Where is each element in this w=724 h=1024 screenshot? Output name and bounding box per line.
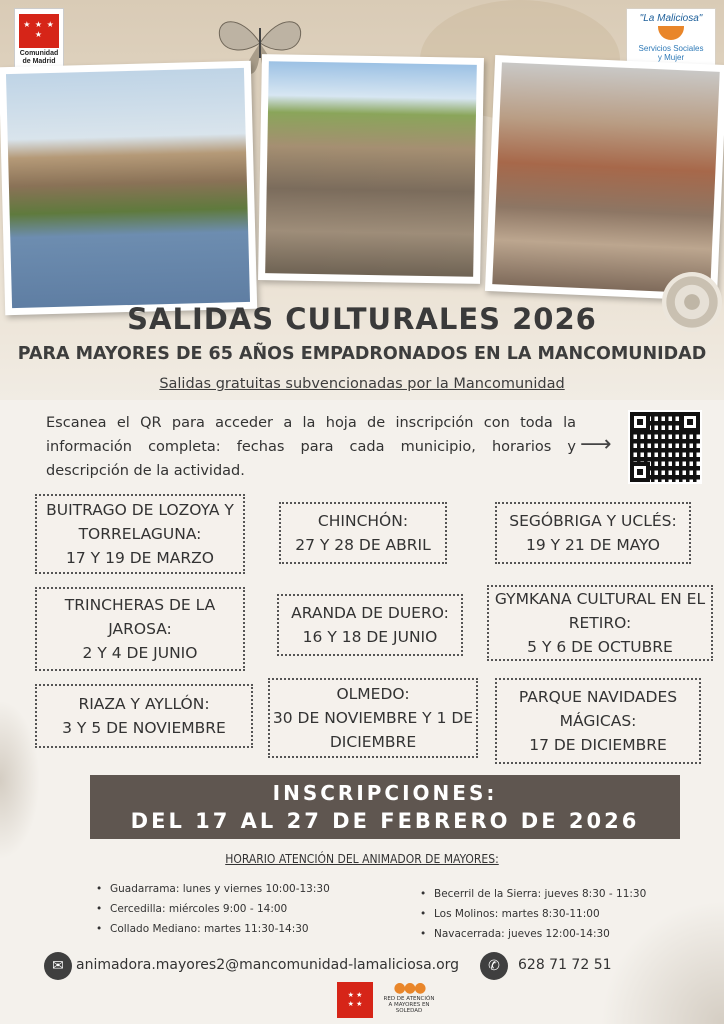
red-atencion-logo — [377, 980, 441, 1020]
trip-card — [495, 502, 691, 564]
schedule-item: • Cercedilla: miércoles 9:00 - 14:00 — [96, 899, 330, 919]
leaf-decoration — [0, 700, 40, 860]
people-icon: ●●● — [393, 980, 425, 996]
schedule-item: • Becerril de la Sierra: jueves 8:30 - 11:30 — [420, 884, 646, 904]
logo-right-sub: Servicios Sociales y Mujer — [638, 44, 704, 62]
trip-dates: 16 Y 18 DE JUNIO — [302, 628, 438, 646]
trip-place: SEGÓBRIGA Y UCLÉS: — [509, 512, 677, 530]
trip-card — [35, 587, 245, 671]
trip-dates: 27 Y 28 DE ABRIL — [295, 536, 431, 554]
page-subtitle: PARA MAYORES DE 65 AÑOS EMPADRONADOS EN LA MANCOMUNIDAD — [17, 344, 707, 364]
qr-code[interactable] — [628, 410, 702, 484]
trip-card — [495, 678, 701, 764]
logo-stars: ★ ★ ★ ★ — [23, 20, 55, 39]
trip-place: TRINCHERAS DE LA JAROSA: — [64, 596, 216, 638]
trip-dates: 19 Y 21 DE MAYO — [526, 536, 660, 554]
page-title: SALIDAS CULTURALES 2026 — [127, 302, 597, 336]
trip-card — [35, 684, 253, 748]
trip-card — [268, 678, 478, 758]
envelope-icon: ✉ — [44, 952, 72, 980]
phone-link[interactable]: 628 71 72 51 — [518, 957, 612, 973]
mountain-icon — [658, 26, 684, 40]
photo-chinchon — [485, 55, 724, 301]
inscripciones-banner — [90, 775, 680, 839]
trip-dates: 17 Y 19 DE MARZO — [66, 549, 214, 567]
qr-instructions: Escanea el QR para acceder a la hoja de inscripción con toda la información completa: fechas para cada municipio, horarios y descripción de la actividad. — [46, 415, 576, 479]
qr-corner — [630, 412, 650, 432]
qr-corner — [630, 462, 650, 482]
inscripciones-label: INSCRIPCIONES: — [272, 781, 498, 805]
qr-corner — [680, 412, 700, 432]
trip-place: ARANDA DE DUERO: — [291, 604, 449, 622]
horario-title: HORARIO ATENCIÓN DEL ANIMADOR DE MAYORES: — [225, 852, 499, 866]
free-note: Salidas gratuitas subvencionadas por la Mancomunidad — [159, 376, 565, 392]
trip-dates: 2 Y 4 DE JUNIO — [82, 644, 198, 662]
red-atencion-text: RED DE ATENCIÓN A MAYORES EN SOLEDAD — [383, 996, 435, 1014]
trip-place: RIAZA Y AYLLÓN: — [78, 695, 210, 713]
inscripciones-dates: DEL 17 AL 27 DE FEBRERO DE 2026 — [130, 809, 640, 833]
photo-buitrago — [0, 61, 257, 316]
photo-segobriga — [258, 54, 484, 284]
trip-dates: 17 DE DICIEMBRE — [529, 736, 667, 754]
mancomunidad-logo — [626, 8, 716, 66]
trip-card — [277, 594, 463, 656]
schedule-item: • Guadarrama: lunes y viernes 10:00-13:30 — [96, 879, 330, 899]
trip-card — [487, 585, 713, 661]
comunidad-madrid-logo — [14, 8, 64, 72]
schedule-item: • Navacerrada: jueves 12:00-14:30 — [420, 924, 646, 944]
email-link[interactable]: animadora.mayores2@mancomunidad-lamaliciosa.org — [76, 957, 460, 973]
trip-place: BUITRAGO DE LOZOYA Y TORRELAGUNA: — [46, 501, 234, 543]
schedule-item: • Los Molinos: martes 8:30-11:00 — [420, 904, 646, 924]
trip-place: PARQUE NAVIDADES MÁGICAS: — [518, 688, 678, 730]
trip-card — [279, 502, 447, 564]
trip-place: CHINCHÓN: — [317, 512, 409, 530]
logo-right-name: "La Maliciosa" — [639, 13, 703, 24]
comunidad-madrid-footer-logo: ★ ★ ★ ★ — [337, 982, 373, 1018]
trip-dates: 3 Y 5 DE NOVIEMBRE — [62, 719, 226, 737]
schedule-item: • Collado Mediano: martes 11:30-14:30 — [96, 919, 330, 939]
schedule-left — [96, 879, 330, 939]
madrid-flag-icon — [19, 14, 59, 48]
trip-place: OLMEDO: — [336, 685, 410, 703]
logo-left-text: Comunidad de Madrid — [19, 50, 59, 65]
trip-card — [35, 494, 245, 574]
trip-place: GYMKANA CULTURAL EN EL RETIRO: — [494, 590, 706, 632]
trip-dates: 5 Y 6 DE OCTUBRE — [527, 638, 673, 656]
arrow-right-icon: ⟶ — [580, 432, 612, 457]
phone-icon: ✆ — [480, 952, 508, 980]
trip-dates: 30 DE NOVIEMBRE Y 1 DE DICIEMBRE — [272, 709, 474, 751]
schedule-right — [420, 884, 646, 944]
